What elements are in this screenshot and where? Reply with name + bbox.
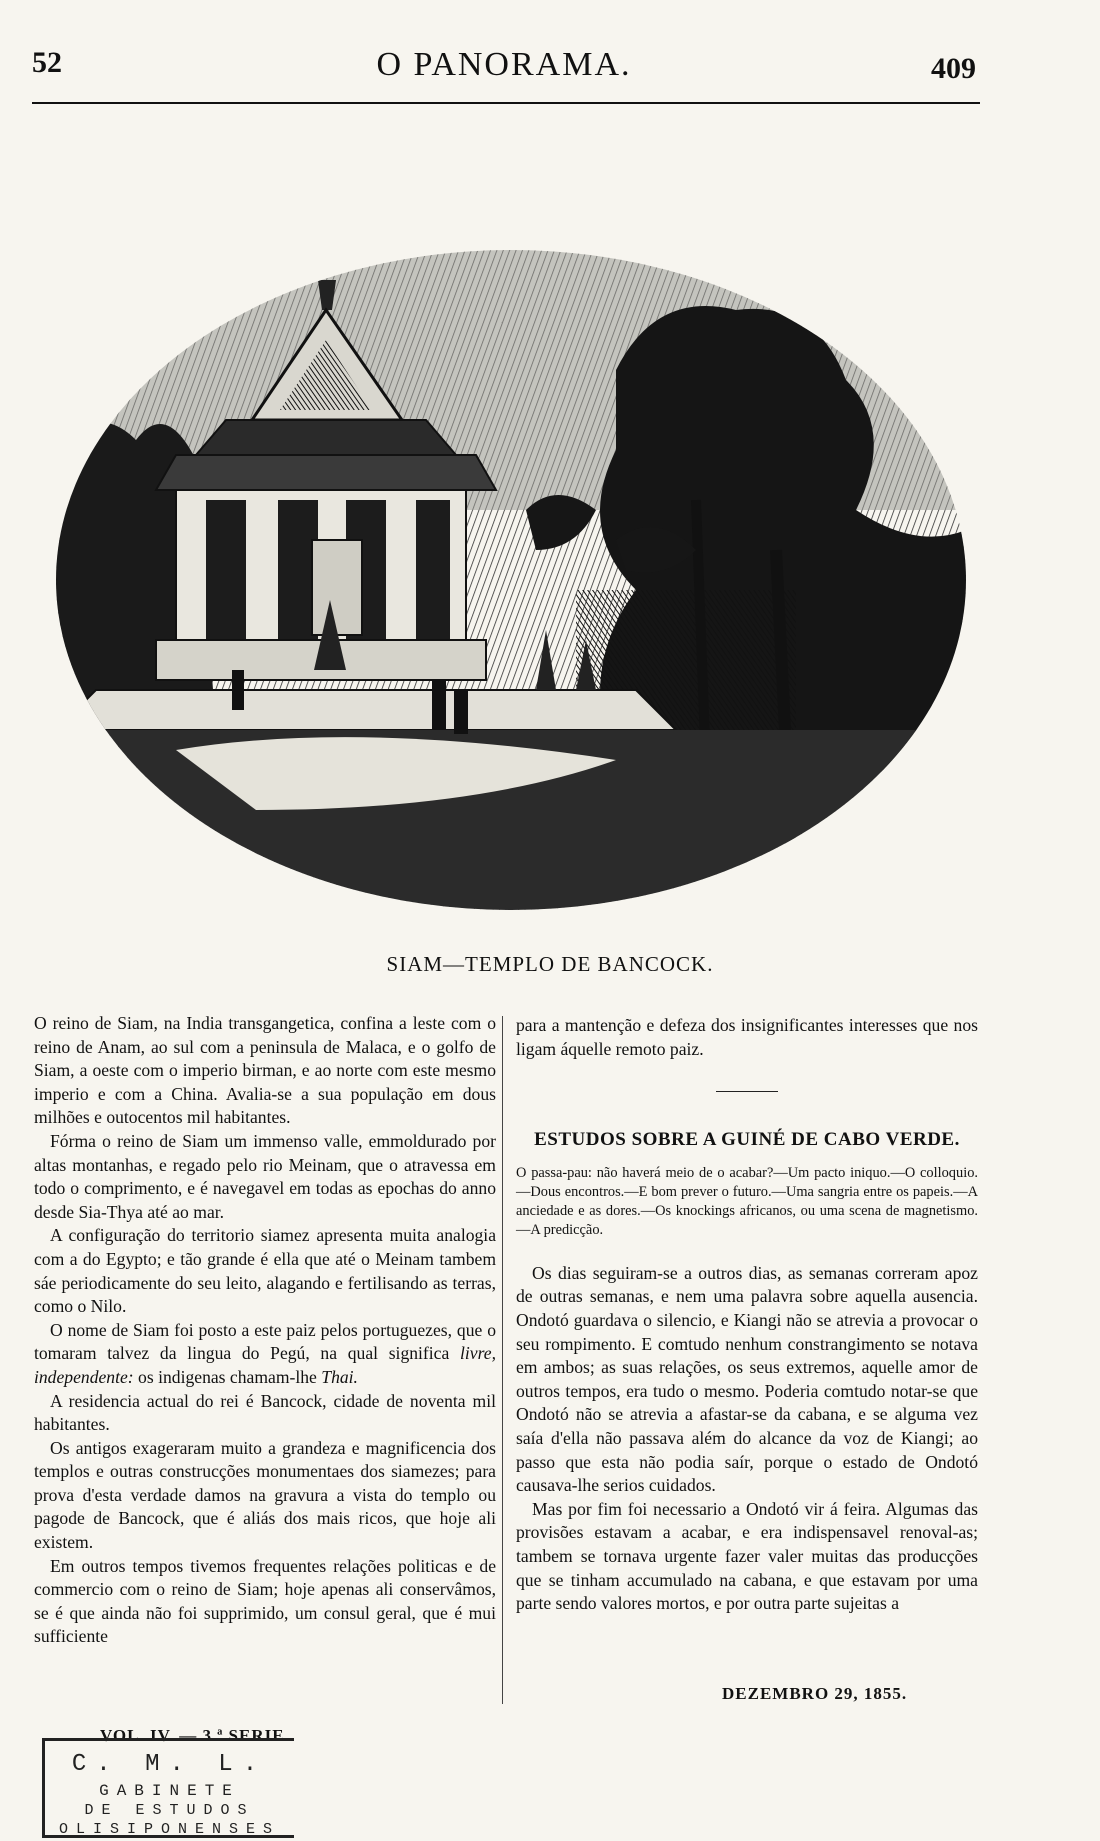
page-header <box>32 40 976 90</box>
section-title: ESTUDOS SOBRE A GUINÉ DE CABO VERDE. <box>534 1129 960 1151</box>
paragraph-text: os indigenas chamam-lhe <box>133 1366 322 1387</box>
paragraph: A residencia actual do rei é Bancock, cidade de noventa mil habitantes. <box>34 1390 496 1435</box>
stamp-line: GABINETE <box>99 1782 240 1800</box>
header-rule <box>32 102 980 104</box>
illustration-caption: SIAM—TEMPLO DE BANCOCK. <box>386 952 714 976</box>
paragraph: Os dias seguiram-se a outros dias, as semanas correram apoz de outras semanas, e nem uma palavra sobre aquella ausencia. Ondotó guardava o silencio, e Kiangi não se atrevia a provocar o seu rompimento. E comtudo nenhum constrangimento se notava em ambos; as suas relações, os seus extremos, aquelle amor de outros tempos, era tudo o mesmo. Poderia comtudo notar-se que Ondotó não se atrevia a afastar-se da cabana, e se alguma vez saía d'ella não passava além do alcance da voz de Kiangi; ao passo que esta não podia saír, porque o estado de Ondotó causava-lhe serios cuidados. <box>516 1262 978 1496</box>
column-divider <box>502 1016 503 1704</box>
paragraph: A configuração do territorio siamez apresenta muita analogia com a do Egypto; e tão grande é ella que até o Meinam tambem sáe periodicamente do seu leito, alagando e fertilisando as terras, como o Nilo. <box>34 1225 496 1317</box>
section-summary: O passa-pau: não haverá meio de o acabar?—Um pacto iniquo.—O colloquio.—Dous encontros.—E bom prever o futuro.—Uma sangria entre os papeis.—A anciedade e as dores.—Os knockings africanos, ou uma scena de magnetismo.—A predicção. <box>516 1164 978 1238</box>
paragraph: Em outros tempos tivemos frequentes relações politicas e de commercio com o reino de Siam; hoje apenas ali conservâmos, se é que ainda não foi supprimido, um consul geral, que é mui sufficiente <box>34 1555 496 1647</box>
paragraph: Os antigos exageraram muito a grandeza e magnificencia dos templos e outras construcções monumentaes dos siamezes; para prova d'esta verdade damos na gravura a vista do templo ou pagode de Bancock, que é aliás dos mais ricos, que hoje ali existem. <box>34 1437 496 1553</box>
paragraph: para a mantenção e defeza dos insignificantes interesses que nos ligam áquelle remoto paiz. <box>516 1015 978 1059</box>
left-column <box>34 1012 496 1649</box>
page-number-right: 409 <box>931 52 976 85</box>
paragraph: Mas por fim foi necessario a Ondotó vir á feira. Algumas das provisões estavam a acabar, e era indispensavel renoval-as; tambem se tornava urgente fazer valer muitas das producções que se tinham accumulado na cabana, e que estavam por uma parte sendo valores mortos, e por outra parte sujeitas a <box>516 1498 978 1614</box>
temple-engraving <box>56 250 966 910</box>
paragraph <box>34 1319 496 1390</box>
italic-term: livre, independente: <box>34 1343 496 1387</box>
library-stamp <box>42 1738 294 1838</box>
italic-term: Thai. <box>321 1366 358 1387</box>
stamp-line: C. M. L. <box>71 1751 268 1778</box>
paragraph: O reino de Siam, na India transgangetica, confina a leste com o reino de Anam, ao sul com a peninsula de Malaca, e o golfo de Siam, a oeste com o imperio birman, e ao norte com este mesmo imperio e com a China. Avalia-se a sua população em dous milhões e outocentos mil habitantes. <box>34 1013 496 1128</box>
stamp-line: DE ESTUDOS <box>84 1802 255 1819</box>
page-number-left: 52 <box>32 46 62 79</box>
paragraph: Fórma o reino de Siam um immenso valle, emmoldurado por altas montanhas, e regado pelo rio Meinam, que o atravessa em todo o comprimento, e é navegavel em todas as epochas do anno desde Sia-Thya até ao mar. <box>34 1130 496 1222</box>
section-divider <box>716 1091 778 1092</box>
paragraph-text: O nome de Siam foi posto a este paiz pelos portuguezes, que o tomaram talvez da lingua do Pegú, na qual significa <box>34 1319 496 1364</box>
volume-series: VOL. IV. — 3.ª SERIE. <box>100 1726 290 1745</box>
issue-date: DEZEMBRO 29, 1855. <box>722 1684 908 1703</box>
journal-title: O PANORAMA. <box>376 46 632 83</box>
stamp-line: OLISIPONENSES <box>58 1821 281 1838</box>
right-column <box>516 1014 978 1616</box>
